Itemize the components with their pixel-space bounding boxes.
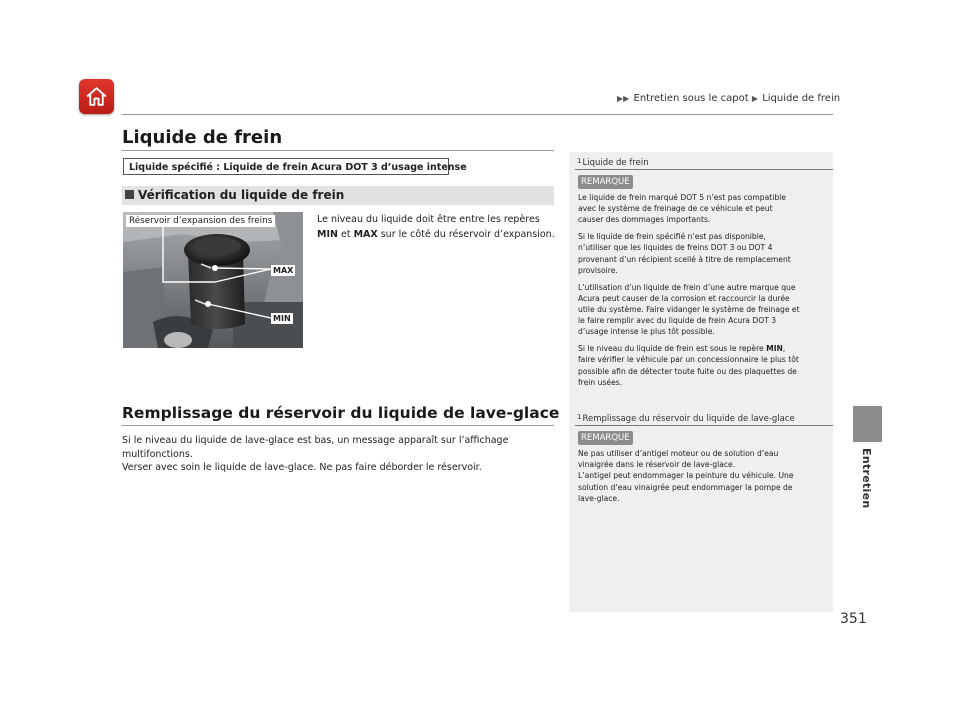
reservoir-illustration: [123, 212, 303, 348]
breadcrumb-arrow-icon: ▶▶: [617, 94, 630, 103]
section-tab-label: Entretien: [860, 448, 873, 509]
washer-paragraph: Si le niveau du liquide de lave-glace est bas, un message apparaît sur l’affichage multifonctions.: [122, 435, 509, 460]
washer-instructions: [122, 434, 542, 475]
note-body: [578, 448, 800, 504]
brake-reservoir-photo: [123, 212, 303, 348]
home-icon: [84, 84, 109, 109]
check-text-part: sur le côté du réservoir d’expansion.: [377, 229, 555, 240]
title-divider: [122, 150, 554, 151]
note-number: 1: [577, 413, 582, 421]
square-bullet-icon: [125, 190, 134, 199]
note-paragraph: Si le liquide de frein spécifié n’est pas disponible, n’utiliser que les liquides de freins DOT 3 ou DOT 4 provenant d’un récipient scellé à titre de remplacement provisoire.: [578, 232, 791, 275]
max-label: MAX: [273, 266, 294, 275]
page-number: 351: [840, 611, 867, 627]
note-title-text: Liquide de frein: [582, 158, 649, 168]
remarque-badge: REMARQUE: [578, 175, 633, 189]
header-divider: [122, 114, 833, 115]
section-heading: Vérification du liquide de frein: [138, 188, 345, 202]
min-mark: MIN: [766, 344, 783, 354]
note-paragraph: L’antigel peut endommager la peinture du véhicule. Une solution d’eau vinaigrée peut endommager la pompe de lave-glace.: [578, 471, 794, 503]
breadcrumb: [617, 93, 840, 104]
min-label: MIN: [273, 314, 291, 323]
note-paragraph: Le liquide de frein marqué DOT 5 n’est pas compatible avec le système de freinage de ce véhicule et peut causer des dommages importants.: [578, 193, 786, 225]
note-paragraph: L’utilisation d’un liquide de frein d’une autre marque que Acura peut causer de la corrosion et raccourcir la durée utile du système. Faire vidanger le système de freinage et le faire remplir avec du liquide de frein Acura DOT 3 d’usage intense le plus tôt possible.: [578, 282, 800, 337]
washer-section-title: Remplissage du réservoir du liquide de lave-glace: [122, 404, 560, 422]
washer-paragraph: Verser avec soin le liquide de lave-glace. Ne pas faire déborder le réservoir.: [122, 462, 482, 473]
max-mark: MAX: [353, 229, 378, 240]
section-heading-bar: [122, 186, 554, 205]
spec-box: Liquide spécifié : Liquide de frein Acura DOT 3 d’usage intense: [123, 158, 449, 175]
note-text-part: Si le niveau du liquide de frein est sous le repère: [578, 344, 767, 354]
check-text-part: et: [337, 229, 354, 240]
breadcrumb-arrow-icon: ▶: [751, 94, 759, 103]
home-button[interactable]: [79, 79, 114, 114]
breadcrumb-item-current: Liquide de frein: [762, 93, 841, 104]
note-divider: [575, 169, 833, 170]
note-title: [577, 413, 795, 424]
note-body: [578, 192, 800, 394]
min-mark: MIN: [317, 229, 338, 240]
note-title: [577, 157, 649, 168]
section-tab[interactable]: [853, 406, 882, 442]
photo-caption: Réservoir d’expansion des freins: [126, 215, 275, 227]
page-title: Liquide de frein: [122, 127, 283, 148]
note-divider: [575, 425, 833, 426]
note-number: 1: [577, 157, 582, 165]
breadcrumb-item[interactable]: Entretien sous le capot: [633, 93, 749, 104]
note-text-part: , faire vérifier le véhicule par un concessionnaire le plus tôt possible afin de détecter toute fuite ou des plaquettes de frein usées.: [578, 344, 799, 387]
note-title-text: Remplissage du réservoir du liquide de lave-glace: [582, 414, 795, 424]
washer-title-divider: [122, 425, 554, 426]
note-paragraph: [578, 343, 800, 388]
remarque-badge: REMARQUE: [578, 431, 633, 445]
check-instructions: [317, 212, 557, 242]
check-text-part: Le niveau du liquide doit être entre les repères: [317, 214, 540, 225]
note-paragraph: Ne pas utiliser d’antigel moteur ou de solution d’eau vinaigrée dans le réservoir de lave-glace.: [578, 449, 779, 470]
